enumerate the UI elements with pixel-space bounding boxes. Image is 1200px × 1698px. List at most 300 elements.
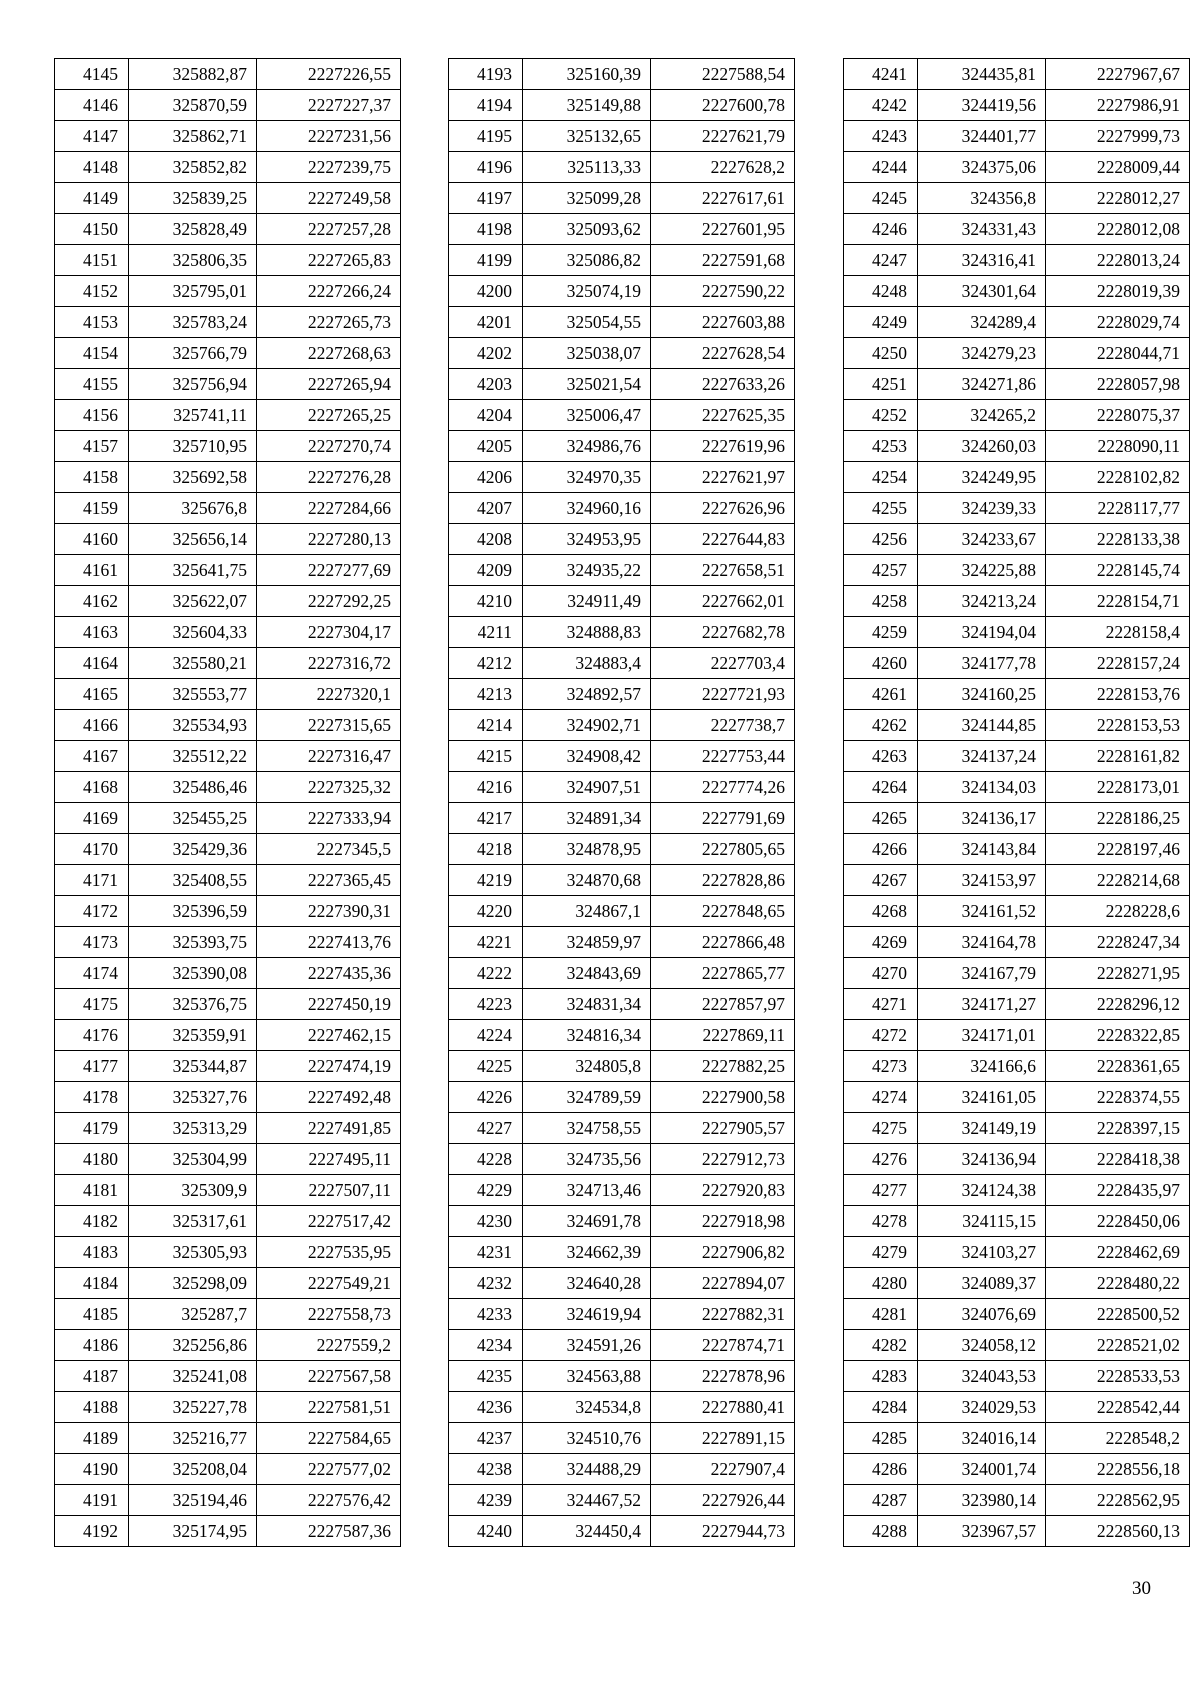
point-number-cell: 4261 (844, 679, 918, 710)
table-row (55, 1268, 401, 1299)
x-coordinate-cell: 325641,75 (129, 555, 257, 586)
y-coordinate-cell: 2228145,74 (1046, 555, 1190, 586)
point-number-cell: 4175 (55, 989, 129, 1020)
x-coordinate-cell: 325455,25 (129, 803, 257, 834)
point-number-cell: 4258 (844, 586, 918, 617)
point-number-cell: 4263 (844, 741, 918, 772)
y-coordinate-cell: 2228560,13 (1046, 1516, 1190, 1547)
y-coordinate-cell: 2228019,39 (1046, 276, 1190, 307)
y-coordinate-cell: 2228542,44 (1046, 1392, 1190, 1423)
x-coordinate-cell: 324878,95 (523, 834, 651, 865)
table-row (55, 276, 401, 307)
x-coordinate-cell: 324534,8 (523, 1392, 651, 1423)
table-row (844, 369, 1190, 400)
table-row (55, 772, 401, 803)
y-coordinate-cell: 2227628,54 (651, 338, 795, 369)
x-coordinate-cell: 325241,08 (129, 1361, 257, 1392)
table-row (55, 1299, 401, 1330)
table-row (449, 710, 795, 741)
point-number-cell: 4187 (55, 1361, 129, 1392)
y-coordinate-cell: 2227495,11 (257, 1144, 401, 1175)
point-number-cell: 4235 (449, 1361, 523, 1392)
table-row (449, 1144, 795, 1175)
point-number-cell: 4270 (844, 958, 918, 989)
point-number-cell: 4282 (844, 1330, 918, 1361)
x-coordinate-cell: 324161,52 (918, 896, 1046, 927)
y-coordinate-cell: 2228556,18 (1046, 1454, 1190, 1485)
point-number-cell: 4225 (449, 1051, 523, 1082)
coordinates-table-3 (843, 58, 1190, 1547)
x-coordinate-cell: 325376,75 (129, 989, 257, 1020)
x-coordinate-cell: 324843,69 (523, 958, 651, 989)
x-coordinate-cell: 324883,4 (523, 648, 651, 679)
x-coordinate-cell: 324735,56 (523, 1144, 651, 1175)
point-number-cell: 4264 (844, 772, 918, 803)
table-row (449, 1268, 795, 1299)
y-coordinate-cell: 2227967,67 (1046, 59, 1190, 90)
y-coordinate-cell: 2227628,2 (651, 152, 795, 183)
table-row (449, 152, 795, 183)
table-row (844, 493, 1190, 524)
table-row (844, 555, 1190, 586)
point-number-cell: 4240 (449, 1516, 523, 1547)
table-row (844, 1299, 1190, 1330)
y-coordinate-cell: 2227316,47 (257, 741, 401, 772)
point-number-cell: 4226 (449, 1082, 523, 1113)
y-coordinate-cell: 2228158,4 (1046, 617, 1190, 648)
y-coordinate-cell: 2227265,25 (257, 400, 401, 431)
x-coordinate-cell: 325390,08 (129, 958, 257, 989)
x-coordinate-cell: 324239,33 (918, 493, 1046, 524)
table-row (449, 121, 795, 152)
y-coordinate-cell: 2227292,25 (257, 586, 401, 617)
point-number-cell: 4163 (55, 617, 129, 648)
table-row (449, 555, 795, 586)
table-row (844, 834, 1190, 865)
y-coordinate-cell: 2227315,65 (257, 710, 401, 741)
point-number-cell: 4186 (55, 1330, 129, 1361)
y-coordinate-cell: 2227900,58 (651, 1082, 795, 1113)
y-coordinate-cell: 2227474,19 (257, 1051, 401, 1082)
point-number-cell: 4256 (844, 524, 918, 555)
point-number-cell: 4190 (55, 1454, 129, 1485)
table-row (55, 152, 401, 183)
y-coordinate-cell: 2227644,83 (651, 524, 795, 555)
y-coordinate-cell: 2228057,98 (1046, 369, 1190, 400)
table-row (844, 896, 1190, 927)
x-coordinate-cell: 324831,34 (523, 989, 651, 1020)
table-row (844, 214, 1190, 245)
x-coordinate-cell: 325309,9 (129, 1175, 257, 1206)
y-coordinate-cell: 2228013,24 (1046, 245, 1190, 276)
table-row (844, 803, 1190, 834)
table-row (449, 245, 795, 276)
x-coordinate-cell: 325741,11 (129, 400, 257, 431)
y-coordinate-cell: 2227316,72 (257, 648, 401, 679)
table-row (55, 1392, 401, 1423)
table-row (55, 183, 401, 214)
table-row (844, 183, 1190, 214)
x-coordinate-cell: 324058,12 (918, 1330, 1046, 1361)
point-number-cell: 4197 (449, 183, 523, 214)
point-number-cell: 4209 (449, 555, 523, 586)
x-coordinate-cell: 324213,24 (918, 586, 1046, 617)
table-row (55, 462, 401, 493)
point-number-cell: 4189 (55, 1423, 129, 1454)
x-coordinate-cell: 324171,01 (918, 1020, 1046, 1051)
table-row (55, 1206, 401, 1237)
point-number-cell: 4252 (844, 400, 918, 431)
point-number-cell: 4251 (844, 369, 918, 400)
x-coordinate-cell: 324161,05 (918, 1082, 1046, 1113)
x-coordinate-cell: 324758,55 (523, 1113, 651, 1144)
x-coordinate-cell: 324171,27 (918, 989, 1046, 1020)
x-coordinate-cell: 325317,61 (129, 1206, 257, 1237)
point-number-cell: 4194 (449, 90, 523, 121)
point-number-cell: 4223 (449, 989, 523, 1020)
table-row (55, 1175, 401, 1206)
point-number-cell: 4241 (844, 59, 918, 90)
point-number-cell: 4172 (55, 896, 129, 927)
table-row (55, 400, 401, 431)
y-coordinate-cell: 2228186,25 (1046, 803, 1190, 834)
x-coordinate-cell: 324225,88 (918, 555, 1046, 586)
table-row (449, 90, 795, 121)
x-coordinate-cell: 324859,97 (523, 927, 651, 958)
y-coordinate-cell: 2227907,4 (651, 1454, 795, 1485)
x-coordinate-cell: 324450,4 (523, 1516, 651, 1547)
table-row (449, 338, 795, 369)
x-coordinate-cell: 324356,8 (918, 183, 1046, 214)
table-row (844, 710, 1190, 741)
x-coordinate-cell: 324265,2 (918, 400, 1046, 431)
table-row (449, 1361, 795, 1392)
point-number-cell: 4198 (449, 214, 523, 245)
y-coordinate-cell: 2227625,35 (651, 400, 795, 431)
point-number-cell: 4234 (449, 1330, 523, 1361)
x-coordinate-cell: 324662,39 (523, 1237, 651, 1268)
point-number-cell: 4146 (55, 90, 129, 121)
y-coordinate-cell: 2228173,01 (1046, 772, 1190, 803)
x-coordinate-cell: 324870,68 (523, 865, 651, 896)
y-coordinate-cell: 2227320,1 (257, 679, 401, 710)
x-coordinate-cell: 324691,78 (523, 1206, 651, 1237)
x-coordinate-cell: 324089,37 (918, 1268, 1046, 1299)
point-number-cell: 4276 (844, 1144, 918, 1175)
y-coordinate-cell: 2227791,69 (651, 803, 795, 834)
point-number-cell: 4237 (449, 1423, 523, 1454)
y-coordinate-cell: 2228009,44 (1046, 152, 1190, 183)
table-row (844, 1206, 1190, 1237)
x-coordinate-cell: 324143,84 (918, 834, 1046, 865)
point-number-cell: 4180 (55, 1144, 129, 1175)
table-row (55, 245, 401, 276)
table-row (844, 586, 1190, 617)
y-coordinate-cell: 2227304,17 (257, 617, 401, 648)
table-row (449, 772, 795, 803)
point-number-cell: 4231 (449, 1237, 523, 1268)
point-number-cell: 4157 (55, 431, 129, 462)
y-coordinate-cell: 2228090,11 (1046, 431, 1190, 462)
point-number-cell: 4214 (449, 710, 523, 741)
y-coordinate-cell: 2227774,26 (651, 772, 795, 803)
y-coordinate-cell: 2227265,73 (257, 307, 401, 338)
table-row (844, 1516, 1190, 1547)
y-coordinate-cell: 2227920,83 (651, 1175, 795, 1206)
y-coordinate-cell: 2227874,71 (651, 1330, 795, 1361)
table-row (449, 958, 795, 989)
point-number-cell: 4218 (449, 834, 523, 865)
x-coordinate-cell: 325093,62 (523, 214, 651, 245)
point-number-cell: 4196 (449, 152, 523, 183)
point-number-cell: 4221 (449, 927, 523, 958)
table-row (844, 400, 1190, 431)
table-row (449, 307, 795, 338)
x-coordinate-cell: 325839,25 (129, 183, 257, 214)
point-number-cell: 4173 (55, 927, 129, 958)
table-row (844, 1330, 1190, 1361)
table-row (449, 989, 795, 1020)
y-coordinate-cell: 2227284,66 (257, 493, 401, 524)
x-coordinate-cell: 325099,28 (523, 183, 651, 214)
point-number-cell: 4179 (55, 1113, 129, 1144)
table-row (844, 152, 1190, 183)
table-row (844, 1485, 1190, 1516)
x-coordinate-cell: 324591,26 (523, 1330, 651, 1361)
table-row (844, 245, 1190, 276)
y-coordinate-cell: 2227345,5 (257, 834, 401, 865)
y-coordinate-cell: 2228157,24 (1046, 648, 1190, 679)
y-coordinate-cell: 2227738,7 (651, 710, 795, 741)
y-coordinate-cell: 2227857,97 (651, 989, 795, 1020)
point-number-cell: 4168 (55, 772, 129, 803)
y-coordinate-cell: 2227333,94 (257, 803, 401, 834)
table-row (55, 1051, 401, 1082)
x-coordinate-cell: 324935,22 (523, 555, 651, 586)
table-row (449, 524, 795, 555)
point-number-cell: 4177 (55, 1051, 129, 1082)
table-row (449, 462, 795, 493)
y-coordinate-cell: 2228012,27 (1046, 183, 1190, 214)
point-number-cell: 4286 (844, 1454, 918, 1485)
y-coordinate-cell: 2228247,34 (1046, 927, 1190, 958)
x-coordinate-cell: 324249,95 (918, 462, 1046, 493)
point-number-cell: 4178 (55, 1082, 129, 1113)
y-coordinate-cell: 2227986,91 (1046, 90, 1190, 121)
x-coordinate-cell: 324136,17 (918, 803, 1046, 834)
point-number-cell: 4185 (55, 1299, 129, 1330)
table-row (844, 338, 1190, 369)
point-number-cell: 4229 (449, 1175, 523, 1206)
table-row (55, 1485, 401, 1516)
point-number-cell: 4216 (449, 772, 523, 803)
point-number-cell: 4148 (55, 152, 129, 183)
y-coordinate-cell: 2227576,42 (257, 1485, 401, 1516)
table-row (844, 1237, 1190, 1268)
table-row (844, 679, 1190, 710)
y-coordinate-cell: 2228418,38 (1046, 1144, 1190, 1175)
y-coordinate-cell: 2227944,73 (651, 1516, 795, 1547)
x-coordinate-cell: 325194,46 (129, 1485, 257, 1516)
y-coordinate-cell: 2227365,45 (257, 865, 401, 896)
table-row (449, 1454, 795, 1485)
x-coordinate-cell: 324467,52 (523, 1485, 651, 1516)
point-number-cell: 4220 (449, 896, 523, 927)
table-row (844, 1392, 1190, 1423)
table-row (55, 648, 401, 679)
table-row (449, 1392, 795, 1423)
table-row (844, 524, 1190, 555)
x-coordinate-cell: 325054,55 (523, 307, 651, 338)
y-coordinate-cell: 2228296,12 (1046, 989, 1190, 1020)
point-number-cell: 4287 (844, 1485, 918, 1516)
table-row (55, 369, 401, 400)
x-coordinate-cell: 325580,21 (129, 648, 257, 679)
table-row (449, 679, 795, 710)
point-number-cell: 4288 (844, 1516, 918, 1547)
y-coordinate-cell: 2227866,48 (651, 927, 795, 958)
point-number-cell: 4203 (449, 369, 523, 400)
point-number-cell: 4206 (449, 462, 523, 493)
table-row (55, 121, 401, 152)
point-number-cell: 4156 (55, 400, 129, 431)
point-number-cell: 4191 (55, 1485, 129, 1516)
y-coordinate-cell: 2227549,21 (257, 1268, 401, 1299)
table-row (449, 400, 795, 431)
y-coordinate-cell: 2227753,44 (651, 741, 795, 772)
y-coordinate-cell: 2227325,32 (257, 772, 401, 803)
point-number-cell: 4152 (55, 276, 129, 307)
point-number-cell: 4207 (449, 493, 523, 524)
point-number-cell: 4275 (844, 1113, 918, 1144)
table-row (844, 927, 1190, 958)
x-coordinate-cell: 325862,71 (129, 121, 257, 152)
table-row (55, 1330, 401, 1361)
y-coordinate-cell: 2228197,46 (1046, 834, 1190, 865)
x-coordinate-cell: 325313,29 (129, 1113, 257, 1144)
x-coordinate-cell: 325298,09 (129, 1268, 257, 1299)
point-number-cell: 4227 (449, 1113, 523, 1144)
y-coordinate-cell: 2228102,82 (1046, 462, 1190, 493)
table-row (449, 1175, 795, 1206)
y-coordinate-cell: 2227584,65 (257, 1423, 401, 1454)
x-coordinate-cell: 324816,34 (523, 1020, 651, 1051)
y-coordinate-cell: 2227865,77 (651, 958, 795, 989)
point-number-cell: 4166 (55, 710, 129, 741)
x-coordinate-cell: 324401,77 (918, 121, 1046, 152)
y-coordinate-cell: 2227587,36 (257, 1516, 401, 1547)
x-coordinate-cell: 324510,76 (523, 1423, 651, 1454)
point-number-cell: 4265 (844, 803, 918, 834)
point-number-cell: 4285 (844, 1423, 918, 1454)
point-number-cell: 4249 (844, 307, 918, 338)
point-number-cell: 4238 (449, 1454, 523, 1485)
x-coordinate-cell: 324167,79 (918, 958, 1046, 989)
y-coordinate-cell: 2228562,95 (1046, 1485, 1190, 1516)
y-coordinate-cell: 2228117,77 (1046, 493, 1190, 524)
table-row (449, 183, 795, 214)
y-coordinate-cell: 2227265,83 (257, 245, 401, 276)
y-coordinate-cell: 2228322,85 (1046, 1020, 1190, 1051)
y-coordinate-cell: 2228450,06 (1046, 1206, 1190, 1237)
y-coordinate-cell: 2227268,63 (257, 338, 401, 369)
x-coordinate-cell: 324640,28 (523, 1268, 651, 1299)
page-number: 30 (1132, 1578, 1151, 1599)
point-number-cell: 4247 (844, 245, 918, 276)
x-coordinate-cell: 325327,76 (129, 1082, 257, 1113)
point-number-cell: 4246 (844, 214, 918, 245)
x-coordinate-cell: 325074,19 (523, 276, 651, 307)
point-number-cell: 4254 (844, 462, 918, 493)
y-coordinate-cell: 2227621,79 (651, 121, 795, 152)
x-coordinate-cell: 324016,14 (918, 1423, 1046, 1454)
point-number-cell: 4160 (55, 524, 129, 555)
y-coordinate-cell: 2227603,88 (651, 307, 795, 338)
y-coordinate-cell: 2227926,44 (651, 1485, 795, 1516)
y-coordinate-cell: 2228533,53 (1046, 1361, 1190, 1392)
x-coordinate-cell: 324789,59 (523, 1082, 651, 1113)
y-coordinate-cell: 2228435,97 (1046, 1175, 1190, 1206)
point-number-cell: 4273 (844, 1051, 918, 1082)
x-coordinate-cell: 324435,81 (918, 59, 1046, 90)
y-coordinate-cell: 2228161,82 (1046, 741, 1190, 772)
point-number-cell: 4154 (55, 338, 129, 369)
table-row (449, 865, 795, 896)
x-coordinate-cell: 324260,03 (918, 431, 1046, 462)
y-coordinate-cell: 2227567,58 (257, 1361, 401, 1392)
x-coordinate-cell: 324960,16 (523, 493, 651, 524)
x-coordinate-cell: 324902,71 (523, 710, 651, 741)
x-coordinate-cell: 325160,39 (523, 59, 651, 90)
x-coordinate-cell: 324144,85 (918, 710, 1046, 741)
point-number-cell: 4236 (449, 1392, 523, 1423)
table-row (55, 710, 401, 741)
y-coordinate-cell: 2227882,31 (651, 1299, 795, 1330)
y-coordinate-cell: 2227621,97 (651, 462, 795, 493)
point-number-cell: 4244 (844, 152, 918, 183)
point-number-cell: 4155 (55, 369, 129, 400)
y-coordinate-cell: 2227869,11 (651, 1020, 795, 1051)
x-coordinate-cell: 325676,8 (129, 493, 257, 524)
x-coordinate-cell: 324563,88 (523, 1361, 651, 1392)
point-number-cell: 4201 (449, 307, 523, 338)
table-row (55, 1423, 401, 1454)
point-number-cell: 4174 (55, 958, 129, 989)
x-coordinate-cell: 324891,34 (523, 803, 651, 834)
y-coordinate-cell: 2227828,86 (651, 865, 795, 896)
y-coordinate-cell: 2227590,22 (651, 276, 795, 307)
x-coordinate-cell: 324953,95 (523, 524, 651, 555)
y-coordinate-cell: 2228374,55 (1046, 1082, 1190, 1113)
y-coordinate-cell: 2227280,13 (257, 524, 401, 555)
point-number-cell: 4161 (55, 555, 129, 586)
x-coordinate-cell: 325710,95 (129, 431, 257, 462)
table-row (55, 1144, 401, 1175)
x-coordinate-cell: 324137,24 (918, 741, 1046, 772)
point-number-cell: 4147 (55, 121, 129, 152)
x-coordinate-cell: 324488,29 (523, 1454, 651, 1485)
table-row (55, 1113, 401, 1144)
y-coordinate-cell: 2227239,75 (257, 152, 401, 183)
point-number-cell: 4250 (844, 338, 918, 369)
point-number-cell: 4255 (844, 493, 918, 524)
x-coordinate-cell: 325305,93 (129, 1237, 257, 1268)
table-row (55, 59, 401, 90)
y-coordinate-cell: 2227882,25 (651, 1051, 795, 1082)
x-coordinate-cell: 324233,67 (918, 524, 1046, 555)
table-row (844, 1113, 1190, 1144)
point-number-cell: 4253 (844, 431, 918, 462)
